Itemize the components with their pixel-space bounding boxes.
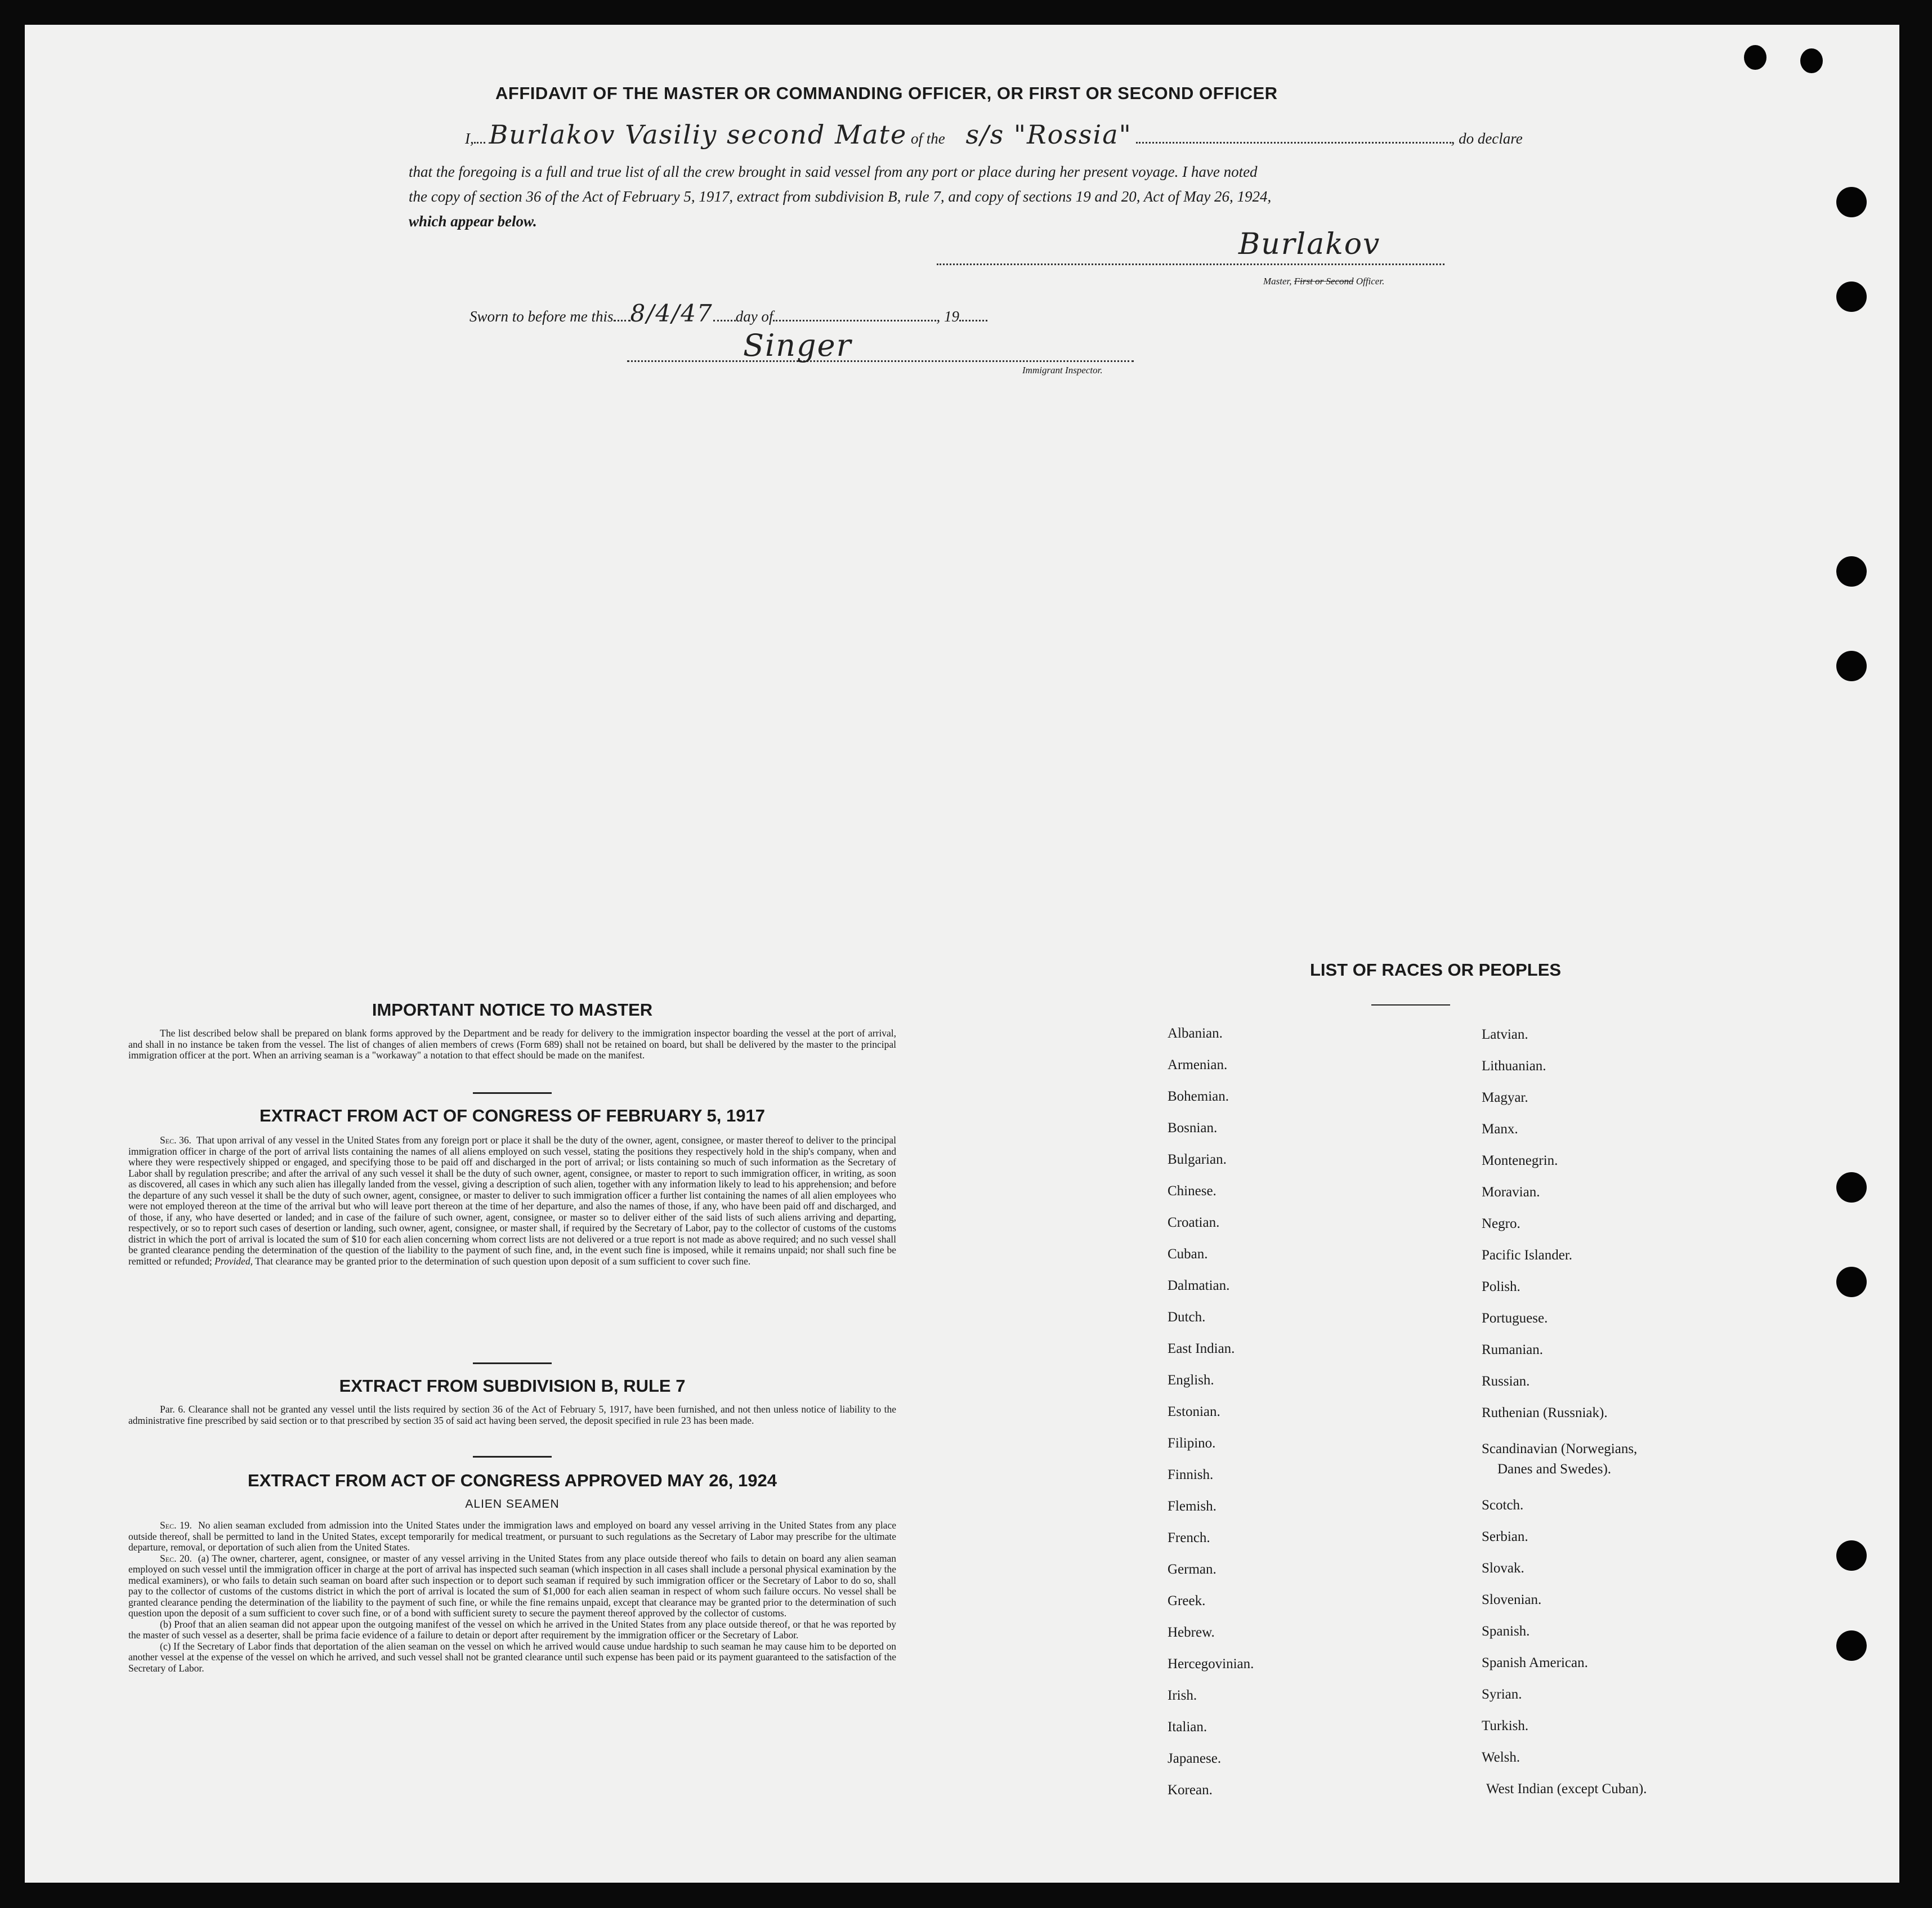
race-item: Serbian.	[1482, 1529, 1528, 1544]
punch-hole	[1836, 651, 1867, 681]
notice-title: IMPORTANT NOTICE TO MASTER	[372, 1000, 653, 1020]
race-item: Rumanian.	[1482, 1342, 1544, 1357]
race-item: Moravian.	[1482, 1185, 1540, 1200]
race-item: English.	[1168, 1373, 1214, 1388]
affidavit-line-3: the copy of section 36 of the Act of February 5, 1917, extract from subdivision B, rule 7, and copy of sections 19 and 20, Act of May 26, 1924,	[409, 188, 1272, 205]
race-item: Latvian.	[1482, 1027, 1528, 1042]
race-item: Dutch.	[1168, 1310, 1206, 1325]
punch-hole	[1836, 1267, 1867, 1297]
race-item: Montenegrin.	[1482, 1153, 1558, 1168]
race-item: Flemish.	[1168, 1499, 1217, 1514]
race-item: Finnish.	[1168, 1467, 1214, 1482]
race-item: Russian.	[1482, 1374, 1530, 1389]
race-item: Estonian.	[1168, 1404, 1220, 1419]
signature-caption	[1263, 276, 1384, 287]
rule-7-title: EXTRACT FROM SUBDIVISION B, RULE 7	[339, 1376, 686, 1396]
race-item: Turkish.	[1482, 1718, 1529, 1733]
signature-line	[937, 263, 1444, 265]
punch-hole	[1836, 1540, 1867, 1571]
handwritten-vessel-name: s/s "Rossia"	[965, 119, 1132, 150]
handwritten-master-signature: Burlakov	[1238, 227, 1381, 261]
punch-hole	[1836, 1172, 1867, 1203]
affidavit-of: of	[910, 130, 923, 147]
race-item: Bosnian.	[1168, 1120, 1218, 1136]
affidavit-declaration-line	[409, 119, 1523, 150]
divider	[473, 1456, 552, 1458]
race-item: Spanish American.	[1482, 1655, 1588, 1670]
race-item: Bohemian.	[1168, 1089, 1229, 1104]
punch-hole	[1800, 48, 1823, 73]
extract-1917-title: EXTRACT FROM ACT OF CONGRESS OF FEBRUARY 5, 1917	[260, 1106, 765, 1125]
race-item: Albanian.	[1168, 1026, 1223, 1041]
race-item: Slovak.	[1482, 1561, 1524, 1576]
race-item: Bulgarian.	[1168, 1152, 1227, 1167]
sec-19-label: Sec. 19.	[160, 1520, 192, 1531]
race-item: Pacific Islander.	[1482, 1248, 1573, 1263]
race-item: Danes and Swedes).	[1497, 1462, 1612, 1477]
provided-label: Provided,	[214, 1255, 253, 1267]
race-item: Armenian.	[1168, 1057, 1228, 1073]
race-item: Syrian.	[1482, 1687, 1522, 1702]
race-item: Slovenian.	[1482, 1592, 1542, 1607]
affidavit-the: the	[926, 130, 945, 147]
race-item: Scotch.	[1482, 1498, 1524, 1513]
rule-7-body	[128, 1404, 896, 1426]
sworn-prefix: Sworn to before me this	[469, 308, 614, 325]
race-item: Manx.	[1482, 1121, 1518, 1137]
race-item: Polish.	[1482, 1279, 1520, 1294]
race-item: West Indian (except Cuban).	[1486, 1781, 1647, 1797]
race-item: Lithuanian.	[1482, 1058, 1546, 1074]
caption-struck-first-second: First or Second	[1294, 276, 1354, 287]
sec-20b-text: (b) Proof that an alien seaman did not appear upon the outgoing manifest of the vessel on which he arrived in the United States from any place outside thereof, or that he was reported by the master of such vessel as a deserter, shall be prima facie evidence of a failure to detain or deport after requirement by the immigration officer or the Secretary of Labor.	[128, 1618, 896, 1641]
notice-paragraph: The list described below shall be prepared on blank forms approved by the Department and be ready for delivery to the immigration inspector boarding the vessel at the port of arrival, and shall in no instance be taken from the vessel. The list of changes of alien members of crews (Form 689) shall not be retained on board, but shall be delivered by the master to the principal immigration officer at the port. When an arriving seaman is a "workaway" a notation to that effect should be made on the manifest.	[128, 1027, 896, 1061]
inspector-line	[627, 360, 1134, 362]
race-item: German.	[1168, 1562, 1217, 1577]
punch-hole	[1836, 556, 1867, 587]
affidavit-i: I,	[465, 130, 474, 147]
notice-body	[128, 1028, 896, 1061]
race-item: Ruthenian (Russniak).	[1482, 1405, 1608, 1420]
extract-1917-body	[128, 1135, 896, 1267]
extract-1924-title: EXTRACT FROM ACT OF CONGRESS APPROVED MAY 26, 1924	[248, 1471, 777, 1490]
punch-hole	[1744, 45, 1766, 70]
race-item: East Indian.	[1168, 1341, 1235, 1356]
extract-1924-subtitle: ALIEN SEAMEN	[465, 1498, 560, 1511]
rule-7-paragraph: Par. 6. Clearance shall not be granted any vessel until the lists required by section 36 of the Act of February 5, 1917, have been furnished, and not then unless notice of liability to the administrative fine prescribed by said section or to that prescribed by section 35 of said act having been served, the deposit specified in rule 23 has been made.	[128, 1404, 896, 1426]
sec-36-text-end: That clearance may be granted prior to the determination of such question upon deposit of a sum sufficient to cover such fine.	[255, 1255, 751, 1267]
race-item: Irish.	[1168, 1688, 1197, 1703]
divider	[473, 1092, 552, 1094]
race-item: Spanish.	[1482, 1624, 1530, 1639]
race-item: Welsh.	[1482, 1750, 1520, 1765]
race-item: Greek.	[1168, 1593, 1206, 1608]
affidavit-title: AFFIDAVIT OF THE MASTER OR COMMANDING OFFICER, OR FIRST OR SECOND OFFICER	[495, 83, 1278, 103]
race-item: Korean.	[1168, 1782, 1213, 1798]
caption-master: Master,	[1263, 276, 1292, 287]
race-item: Japanese.	[1168, 1751, 1222, 1766]
races-divider	[1371, 1004, 1450, 1006]
affidavit-line-2: that the foregoing is a full and true list of all the crew brought in said vessel from any port or place during her present voyage. I have noted	[409, 163, 1258, 180]
race-item: Italian.	[1168, 1719, 1208, 1735]
race-item: French.	[1168, 1530, 1210, 1545]
race-item: Hebrew.	[1168, 1625, 1215, 1640]
sec-19-text: No alien seaman excluded from admission into the United States under the immigration laws and employed on board any vessel arriving in the United States from any place outside thereof, shall be permitted to land in the United States, except temporarily for medical treatment, or pursuant to such regulations as the Secretary of Labor may prescribe for the ultimate departure, removal, or deportation of such alien from the United States.	[128, 1520, 896, 1553]
handwritten-officer-name: Burlakov Vasiliy second Mate	[489, 119, 907, 150]
race-item: Portuguese.	[1482, 1311, 1548, 1326]
punch-hole	[1836, 187, 1867, 217]
race-item: Dalmatian.	[1168, 1278, 1230, 1293]
race-item: Cuban.	[1168, 1246, 1208, 1262]
race-item: Croatian.	[1168, 1215, 1220, 1230]
race-item: Filipino.	[1168, 1436, 1216, 1451]
handwritten-inspector-signature: Singer	[743, 328, 852, 363]
sworn-year: , 19	[936, 308, 959, 325]
sworn-line	[469, 300, 987, 327]
inspector-caption: Immigrant Inspector.	[1022, 365, 1103, 376]
sec-20c-text: (c) If the Secretary of Labor finds that deportation of the alien seaman on the vessel on which he arrived would cause undue hardship to such seaman he may cause him to be deported on another vessel at the expense of the vessel on which he arrived, and such vessel shall not be granted clearance until such expense has been paid or its payment guaranteed to the satisfaction of the Secretary of Labor.	[128, 1640, 896, 1674]
sec-20-label: Sec. 20.	[160, 1552, 192, 1564]
punch-hole	[1836, 1630, 1867, 1661]
sec-20a-text: (a) The owner, charterer, agent, consignee, or master of any vessel arriving in the United States from any place outside thereof who fails to detain on board any alien seaman employed on such vessel until the immigration officer in charge at the port of arrival has inspected such seaman (which inspection in all cases shall include a personal physical examination by the medical examiners), or who fails to detain such seaman on board after such inspection or to deport such seaman if required by such immigration officer or the Secretary of Labor to do so, shall pay to the collector of customs of the customs district in which the port of arrival is located the sum of $1,000 for each alien seaman in respect of whom such failure occurs. No vessel shall be granted clearance pending the determination of the liability to the payment of such fine, or while the fine remains unpaid, except that clearance may be granted prior to the determination of such question upon the deposit of a sum sufficient to cover such fine, or of a bond with sufficient surety to secure the payment thereof approved by the collector of customs.	[128, 1552, 897, 1619]
sec-36-text: That upon arrival of any vessel in the United States from any foreign port or place it shall be the duty of the owner, agent, consignee, or master thereof to deliver to the principal immigration officer in charge of the port of arrival lists containing the names of all aliens employed on such vessel, stating the positions they respectively hold in the ship's company, when and where they were respectively shipped or engaged, and specifying those to be paid off and discharged in the port of arrival; or lists containing so much of such information as the Secretary of Labor shall by regulation prescribe; and after the arrival of any such vessel it shall be the duty of such owner, agent, consignee, or master to report to such immigration officer, in writing, as soon as discovered, all cases in which any such alien has illegally landed from the vessel, giving a description of such alien, together with any information likely to lead to his apprehension; and before the departure of any such vessel it shall be the duty of such owner, agent, consignee, or master to deliver to such immigration officer a further list containing the names of all alien employees who were not employed thereon at the time of the arrival but who will leave port thereon at the time of her departure, and also the names of those, if any, who have been paid off and discharged, and of those, if any, who have deserted or landed; and in case of the failure of such owner, agent, consignee, or master so to deliver either of the said lists of such aliens arriving and departing, respectively, or so to report such cases of desertion or landing, such owner, agent, consignee, or master shall, if required by the Secretary of Labor, pay to the collector of customs of the customs district in which the port of arrival is located the sum of $10 for each alien concerning whom correct lists are not delivered or a true report is not made as above required; and no such vessel shall be granted clearance pending the determination of the question of the liability to the payment of such fine, and, in the event such fine is imposed, while it remains unpaid; nor shall such fine be remitted or refunded;	[128, 1134, 896, 1267]
punch-hole	[1836, 281, 1867, 312]
race-item: Hercegovinian.	[1168, 1656, 1254, 1672]
race-item: Negro.	[1482, 1216, 1520, 1231]
race-item: Chinese.	[1168, 1183, 1217, 1199]
extract-1924-body	[128, 1520, 896, 1674]
affidavit-do-declare: , do declare	[1451, 130, 1523, 147]
sec-36-label: Sec. 36.	[160, 1134, 191, 1146]
handwritten-date: 8/4/47	[630, 300, 713, 327]
races-title: LIST OF RACES OR PEOPLES	[1309, 960, 1562, 980]
race-item: Scandinavian (Norwegians,	[1482, 1441, 1638, 1456]
affidavit-line-4: which appear below.	[409, 213, 537, 230]
race-item: Magyar.	[1482, 1090, 1528, 1105]
caption-officer: Officer.	[1356, 276, 1385, 287]
divider	[473, 1362, 552, 1364]
sworn-day-of: day of	[735, 308, 773, 325]
